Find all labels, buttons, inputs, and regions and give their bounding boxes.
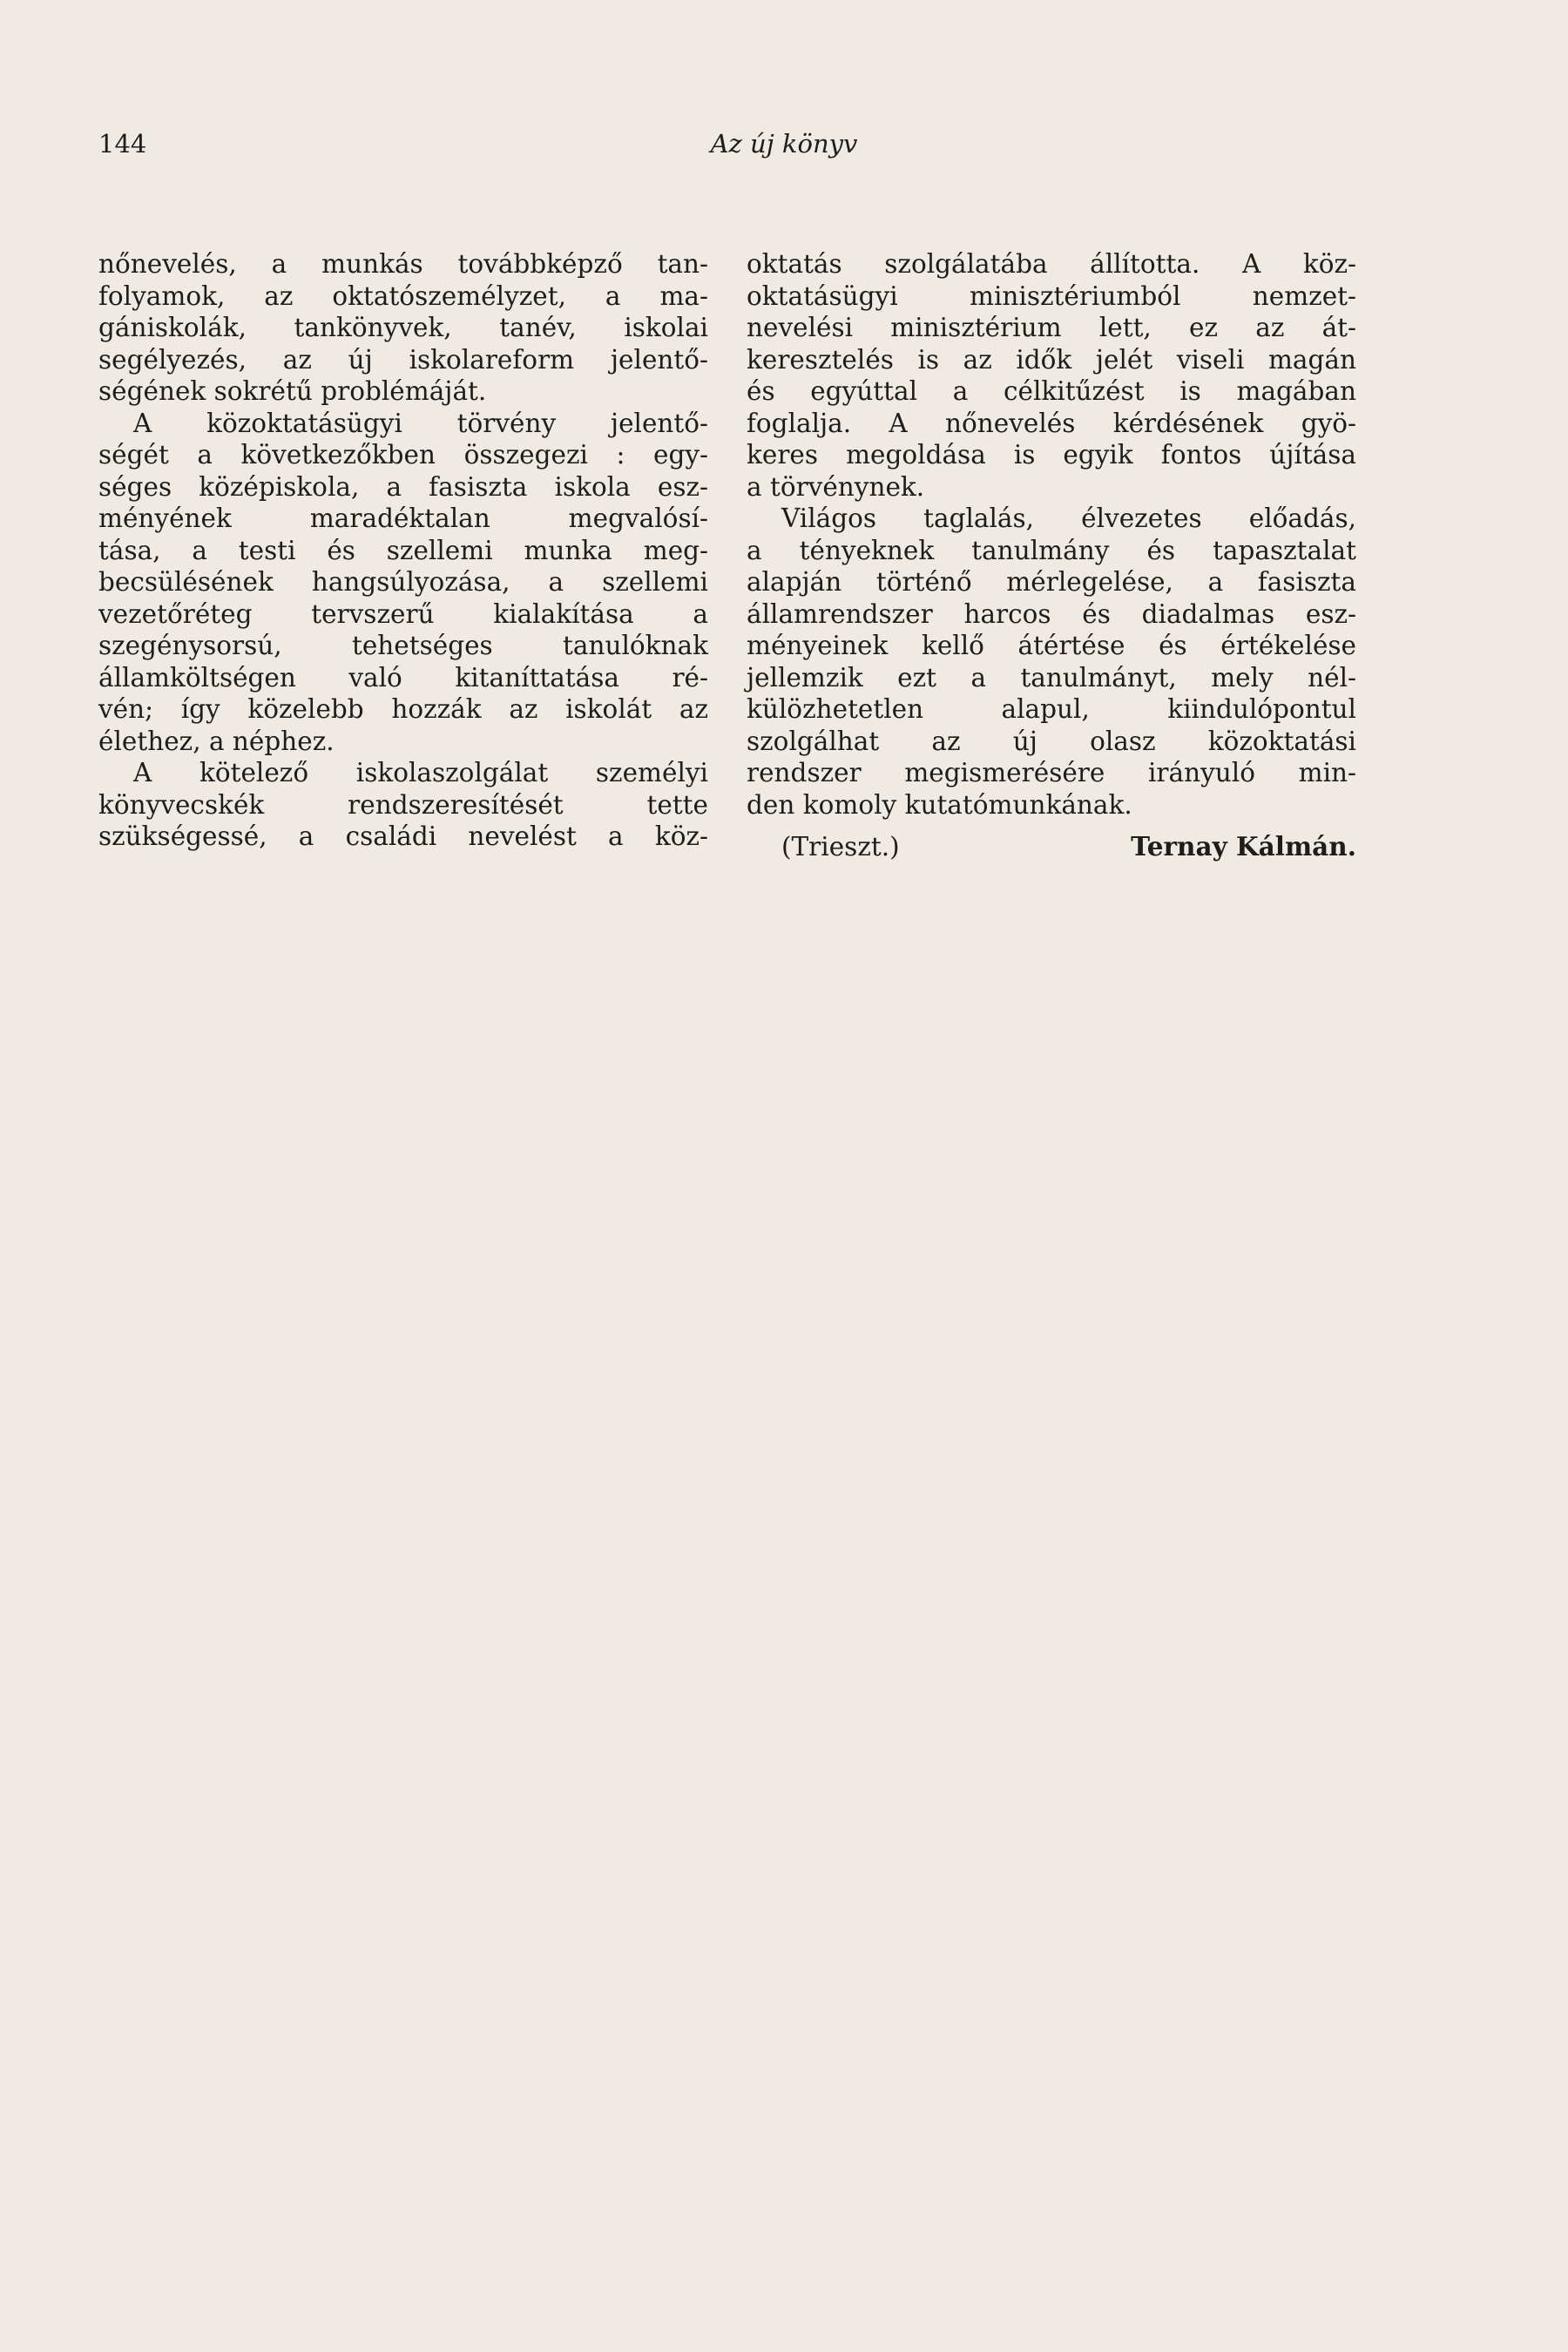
text-line: szegénysorsú, tehetséges tanulóknak — [98, 631, 708, 660]
text-line: nevelési minisztérium lett, ez az át- — [747, 313, 1356, 342]
text-line: külözhetetlen alapul, kiindulópontul — [747, 694, 1356, 724]
text-line: szolgálhat az új olasz közoktatási — [747, 726, 1356, 756]
text-line: jellemzik ezt a tanulmányt, mely nél- — [747, 662, 1356, 693]
text-line: séges középiskola, a fasiszta iskola esz- — [98, 471, 708, 502]
text-line: szükségessé, a családi nevelést a köz- — [98, 821, 708, 851]
text-line: tása, a testi és szellemi munka meg- — [98, 535, 708, 565]
text-line: folyamok, az oktatószemélyzet, a ma- — [98, 280, 708, 311]
text-line: becsülésének hangsúlyozása, a szellemi — [98, 567, 708, 597]
text-line: Világos taglalás, élvezetes előadás, — [781, 504, 1356, 533]
text-line: nőnevelés, a munkás továbbképző tan- — [98, 249, 708, 279]
text-line: és egyúttal a célkitűzést is magában — [747, 376, 1356, 406]
text-line: ményeinek kellő átértése és értékelése — [747, 631, 1356, 660]
text-line: A közoktatásügyi törvény jelentő- — [133, 408, 708, 438]
text-line: A kötelező iskolaszolgálat személyi — [133, 758, 708, 787]
signature-place: (Trieszt.) — [781, 832, 900, 862]
text-line: ményének maradéktalan megvalósí- — [98, 504, 708, 533]
text-line: könyvecskék rendszeresítését tette — [98, 789, 708, 820]
running-title: Az új könyv — [710, 129, 858, 159]
text-line: a törvénynek. — [747, 471, 925, 502]
text-line: államköltségen való kitaníttatása ré- — [98, 662, 708, 693]
text-line: foglalja. A nőnevelés kérdésének gyö- — [747, 408, 1356, 438]
text-line: ségét a következőkben összegezi : egy- — [98, 440, 708, 470]
text-line: oktatásügyi minisztériumból nemzet- — [747, 280, 1356, 311]
text-line: keresztelés is az idők jelét viseli magán — [747, 344, 1356, 375]
text-line: államrendszer harcos és diadalmas esz- — [747, 598, 1356, 629]
text-line: alapján történő mérlegelése, a fasiszta — [747, 567, 1356, 597]
text-line: ségének sokrétű problémáját. — [98, 376, 487, 406]
text-line: rendszer megismerésére irányuló min- — [747, 758, 1356, 787]
text-line: keres megoldása is egyik fontos újítása — [747, 440, 1356, 470]
text-line: oktatás szolgálatába állította. A köz- — [747, 249, 1356, 279]
text-line: a tényeknek tanulmány és tapasztalat — [747, 535, 1356, 565]
left-column — [98, 248, 708, 853]
text-line: segélyezés, az új iskolareform jelentő- — [98, 344, 708, 375]
text-line: gániskolák, tankönyvek, tanév, iskolai — [98, 313, 708, 342]
text-line: vén; így közelebb hozzák az iskolát az — [98, 694, 708, 724]
page-number: 144 — [98, 129, 147, 159]
text-line: den komoly kutatómunkának. — [747, 789, 1132, 820]
text-line: élethez, a néphez. — [98, 726, 335, 756]
right-column — [747, 248, 1356, 863]
signature-author: Ternay Kálmán. — [1131, 831, 1356, 862]
signature-row — [747, 831, 1356, 863]
text-line: vezetőréteg tervszerű kialakítása a — [98, 598, 708, 629]
